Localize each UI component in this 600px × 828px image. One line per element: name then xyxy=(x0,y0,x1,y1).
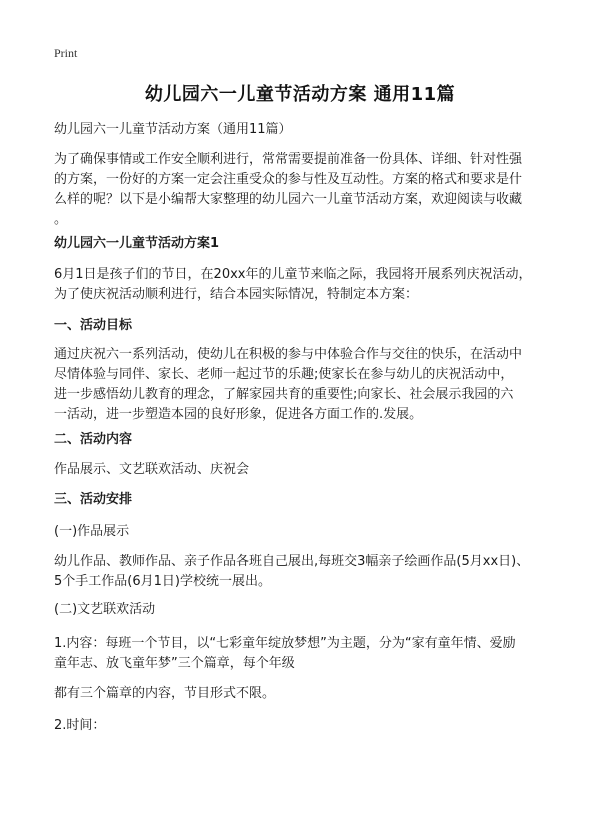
intro-line: 的方案，一份好的方案一定会注重受众的参与性及互动性。方案的格式和要求是什 xyxy=(54,172,523,187)
intro-line: 为了确保事情或工作安全顺利进行，常常需要提前准备一份具体、详细、针对性强 xyxy=(54,152,523,167)
plan1-heading: 幼儿园六一儿童节活动方案1 xyxy=(54,236,220,251)
sub1-paragraph xyxy=(54,552,554,592)
subtitle-text: 幼儿园六一儿童节活动方案（通用11篇） xyxy=(54,122,292,137)
item1-paragraph xyxy=(54,634,554,674)
section1-line: 通过庆祝六一系列活动，使幼儿在积极的参与中体验合作与交往的快乐，在活动中 xyxy=(54,347,523,362)
section1-line: 进一步感悟幼儿教育的理念，了解家园共育的重要性;向家长、社会展示我园的六 xyxy=(54,387,514,402)
sub1-line: 幼儿作品、教师作品、亲子作品各班自己展出,每班交3幅亲子绘画作品(5月xx日)、 xyxy=(54,554,530,569)
sub1-heading-text: (一)作品展示 xyxy=(54,524,130,539)
document-subtitle xyxy=(54,120,554,140)
item2-heading-text: 2.时间： xyxy=(54,718,106,733)
item1-line: 童年志、放飞童年梦”三个篇章，每个年级 xyxy=(54,656,295,671)
item1-line: 1.内容：每班一个节目，以“七彩童年绽放梦想”为主题，分为“家有童年情、爱励 xyxy=(54,636,516,651)
item2-heading xyxy=(54,716,554,736)
intro-line: 。 xyxy=(54,212,68,227)
item1-cont-line: 都有三个篇章的内容，节目形式不限。 xyxy=(54,686,276,701)
section1-line: 一活动，进一步塑造本园的良好形象，促进各方面工作的.发展。 xyxy=(54,407,423,422)
sub2-heading xyxy=(54,600,554,620)
sub1-line: 5个手工作品(6月1日)学校统一展出。 xyxy=(54,574,271,589)
item1-continuation xyxy=(54,684,554,704)
intro-paragraph xyxy=(54,150,554,230)
plan1-intro-line: 6月1日是孩子们的节日，在20xx年的儿童节来临之际，我园将开展系列庆祝活动， xyxy=(54,267,532,282)
intro-line: 么样的呢？以下是小编帮大家整理的幼儿园六一儿童节活动方案，欢迎阅读与收藏 xyxy=(54,192,523,207)
section3-heading: 三、活动安排 xyxy=(54,492,133,507)
section2-line: 作品展示、文艺联欢活动、庆祝会 xyxy=(54,462,250,477)
plan1-intro-line: 为了使庆祝活动顺利进行，结合本园实际情况，特制定本方案： xyxy=(54,287,419,302)
plan1-intro-paragraph xyxy=(54,265,554,305)
section2-heading: 二、活动内容 xyxy=(54,432,133,447)
print-link[interactable]: Print xyxy=(54,46,78,60)
page-title: 幼儿园六一儿童节活动方案 通用11篇 xyxy=(144,84,456,105)
section2-paragraph xyxy=(54,460,554,480)
section1-paragraph xyxy=(54,345,554,425)
section1-heading: 一、活动目标 xyxy=(54,318,133,333)
sub2-heading-text: (二)文艺联欢活动 xyxy=(54,602,156,617)
sub1-heading xyxy=(54,522,554,542)
section1-line: 尽情体验与同伴、家长、老师一起过节的乐趣;使家长在参与幼儿的庆祝活动中， xyxy=(54,367,514,382)
